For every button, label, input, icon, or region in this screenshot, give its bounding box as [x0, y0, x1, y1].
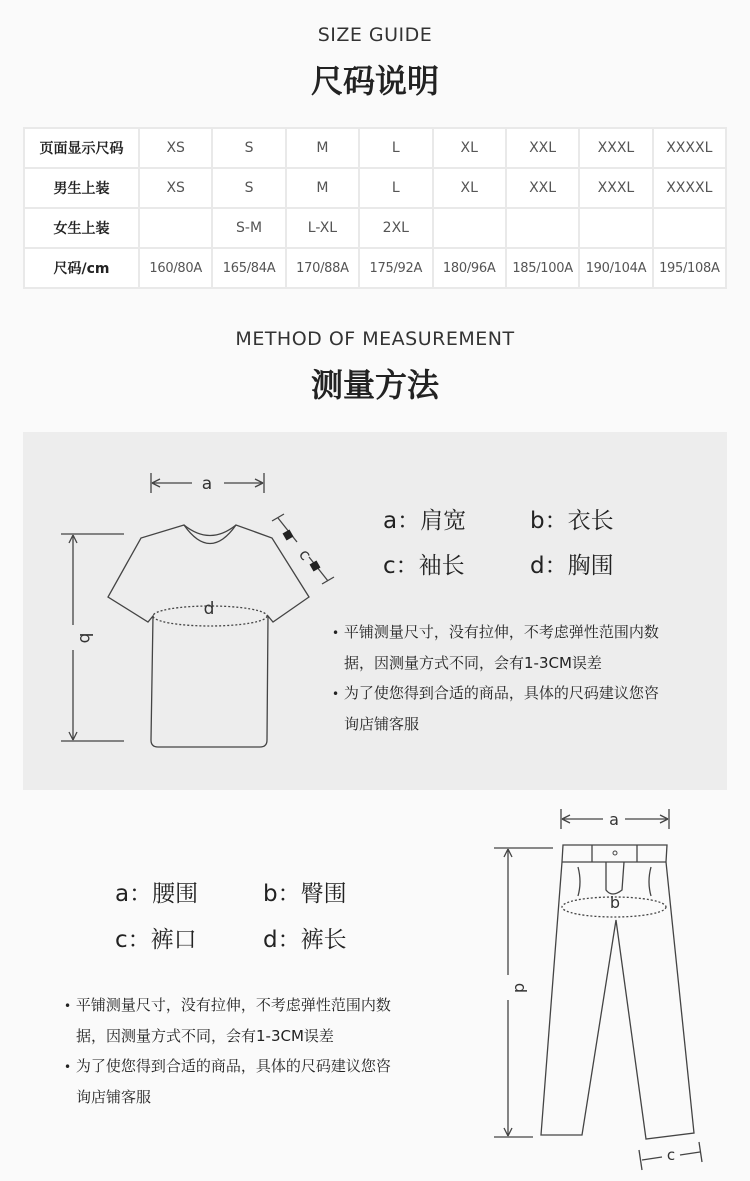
size-cell: 2XL — [360, 209, 431, 247]
pants-legend-c: c：裤口 — [115, 927, 197, 953]
shirt-note-1-line1: 平铺测量尺寸，没有拉伸，不考虑弹性范围内数 — [343, 623, 659, 641]
size-cell: 190/104A — [580, 249, 651, 287]
size-cell: XS — [140, 169, 211, 207]
shirt-legend-a: a：肩宽 — [383, 508, 467, 534]
pants-label-c: c — [666, 1146, 676, 1164]
shirt-legend-b: b：衣长 — [530, 508, 614, 534]
size-cell: XXXXL — [654, 169, 725, 207]
size-cell: M — [287, 129, 358, 167]
size-cell: XL — [434, 129, 505, 167]
size-cell: 185/100A — [507, 249, 578, 287]
size-cell: 180/96A — [434, 249, 505, 287]
shirt-note-2-line1: 为了使您得到合适的商品，具体的尺码建议您咨 — [343, 684, 659, 702]
size-cell: XL — [434, 169, 505, 207]
measurement-cn-title: 测量方法 — [310, 366, 439, 404]
size-row-header: 尺码/cm — [25, 249, 138, 287]
size-cell: L-XL — [287, 209, 358, 247]
tshirt-label-c: c — [295, 544, 316, 564]
tshirt-label-d: d — [203, 599, 215, 619]
tshirt-label-a: a — [201, 474, 213, 494]
pants-legend-a: a：腰围 — [115, 881, 199, 907]
size-cell: XS — [140, 129, 211, 167]
size-cell: XXXXL — [654, 129, 725, 167]
tshirt-label-b: b — [75, 632, 95, 644]
size-guide-en-title: SIZE GUIDE — [317, 24, 433, 46]
size-cell: XXXL — [580, 129, 651, 167]
size-guide-cn-title: 尺码说明 — [310, 62, 439, 100]
size-row-header: 男生上装 — [25, 169, 138, 207]
tshirt-diagram — [61, 473, 334, 747]
measurement-en-title: METHOD OF MEASUREMENT — [235, 328, 515, 350]
size-row-header: 女生上装 — [25, 209, 138, 247]
pants-note-1-line2: 据，因测量方式不同，会有1-3CM误差 — [76, 1027, 334, 1045]
size-cell: S-M — [213, 209, 284, 247]
shirt-legend-d: d：胸围 — [530, 553, 614, 579]
shirt-notes: • 平铺测量尺寸，没有拉伸，不考虑弹性范围内数 据，因测量方式不同，会有1-3CM误差 • 为了使您得到合适的商品，具体的尺码建议您咨 询店铺客服 — [332, 617, 722, 739]
tshirt-outline — [108, 525, 309, 747]
size-cell: XXXL — [580, 169, 651, 207]
pants-notes: • 平铺测量尺寸，没有拉伸，不考虑弹性范围内数 据，因测量方式不同，会有1-3CM误差 • 为了使您得到合适的商品，具体的尺码建议您咨 询店铺客服 — [64, 990, 464, 1112]
pants-legend-b: b：臀围 — [263, 881, 347, 907]
size-cell: XXL — [507, 129, 578, 167]
shirt-legend-c: c：袖长 — [383, 553, 465, 579]
pants-note-2-line2: 询店铺客服 — [76, 1088, 152, 1106]
size-cell: 170/88A — [287, 249, 358, 287]
size-cell: 160/80A — [140, 249, 211, 287]
size-cell: 175/92A — [360, 249, 431, 287]
size-cell: 195/108A — [654, 249, 725, 287]
pants-legend-d: d：裤长 — [263, 927, 347, 953]
pants-label-d: d — [511, 982, 530, 994]
pants-note-2-line1: 为了使您得到合适的商品，具体的尺码建议您咨 — [75, 1057, 391, 1075]
size-cell: M — [287, 169, 358, 207]
size-cell: S — [213, 129, 284, 167]
size-cell: L — [360, 169, 431, 207]
shirt-note-1-line2: 据，因测量方式不同，会有1-3CM误差 — [344, 654, 602, 672]
pants-outline — [541, 845, 694, 1139]
pants-label-b: b — [609, 893, 621, 912]
pants-label-a: a — [609, 810, 619, 829]
size-cell: XXL — [507, 169, 578, 207]
size-cell: L — [360, 129, 431, 167]
size-cell: S — [213, 169, 284, 207]
size-cell: 165/84A — [213, 249, 284, 287]
shirt-note-2-line2: 询店铺客服 — [344, 715, 420, 733]
pants-fly — [606, 862, 624, 894]
size-row-header: 页面显示尺码 — [25, 129, 138, 167]
pants-note-1-line1: 平铺测量尺寸，没有拉伸，不考虑弹性范围内数 — [75, 996, 391, 1014]
